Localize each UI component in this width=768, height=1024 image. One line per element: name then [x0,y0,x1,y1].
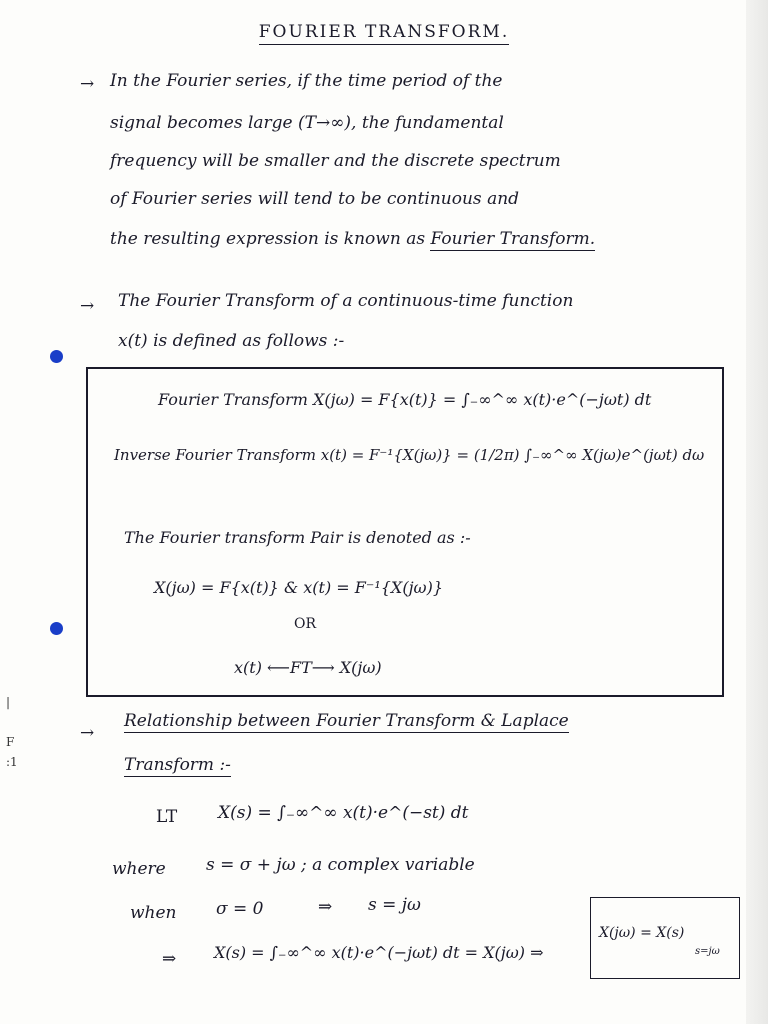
margin-mark: :1 [6,755,18,769]
blue-dot-marker [50,350,63,363]
fourier-transform-term: Fourier Transform. [430,229,596,249]
margin-mark: F [6,735,15,749]
final-formula: X(s) = ∫₋∞^∞ x(t)·e^(−jωt) dt = X(jω) ⇒ [214,943,544,962]
boxed-result-subscript: s=jω [695,946,720,957]
blue-dot-marker [50,622,63,635]
transform-pair-formula: X(jω) = F{x(t)} & x(t) = F⁻¹{X(jω)} [154,578,443,597]
when-label: when [130,903,177,923]
implies-icon: ⇒ [318,897,333,917]
transform-pair-arrow: x(t) ⟵FT⟶ X(jω) [234,658,382,677]
fourier-transform-formula: Fourier Transform X(jω) = F{x(t)} = ∫₋∞^∞ x(t)·e^(−jωt) dt [158,390,652,409]
definition-line-2: x(t) is defined as follows :- [118,331,345,351]
relation-heading-2-text: Transform :- [124,755,231,775]
transform-pair-text: The Fourier transform Pair is denoted as :- [124,528,471,547]
relation-heading-2 [124,756,231,775]
intro-line-2: signal becomes large (T→∞), the fundamental [110,113,504,133]
or-label: OR [294,616,317,632]
intro-line-3: frequency will be smaller and the discrete spectrum [110,151,561,171]
page-title: FOURIER TRANSFORM. [0,22,768,45]
result-box [590,897,740,979]
arrow-bullet-icon: → [80,296,95,316]
inverse-fourier-transform-formula: Inverse Fourier Transform x(t) = F⁻¹{X(jω)} = (1/2π) ∫₋∞^∞ X(jω)e^(jωt) dω [114,446,705,464]
intro-line-4: of Fourier series will tend to be continuous and [110,189,520,209]
arrow-bullet-icon: → [80,74,95,94]
arrow-bullet-icon: → [80,723,95,743]
lt-label: LT [156,807,178,827]
definition-box [86,367,724,697]
intro-line-5-text: the resulting expression is known as [110,229,426,249]
s-equals-jw-text: s = jω [368,895,421,915]
intro-line-5 [110,230,595,249]
laplace-transform-formula: X(s) = ∫₋∞^∞ x(t)·e^(−st) dt [218,803,469,823]
relation-heading-1 [124,712,569,731]
implies-icon: ⇒ [162,949,177,969]
complex-variable-text: s = σ + jω ; a complex variable [206,855,475,875]
boxed-result: X(jω) = X(s) [599,925,685,941]
where-label: where [112,859,166,879]
margin-mark: | [6,695,11,709]
sigma-zero-text: σ = 0 [216,899,264,919]
intro-line-1: In the Fourier series, if the time period of the [110,71,503,91]
page-edge [746,0,768,1024]
definition-line-1: The Fourier Transform of a continuous-time function [118,291,574,311]
relation-heading-1-text: Relationship between Fourier Transform & Laplace [124,711,569,731]
